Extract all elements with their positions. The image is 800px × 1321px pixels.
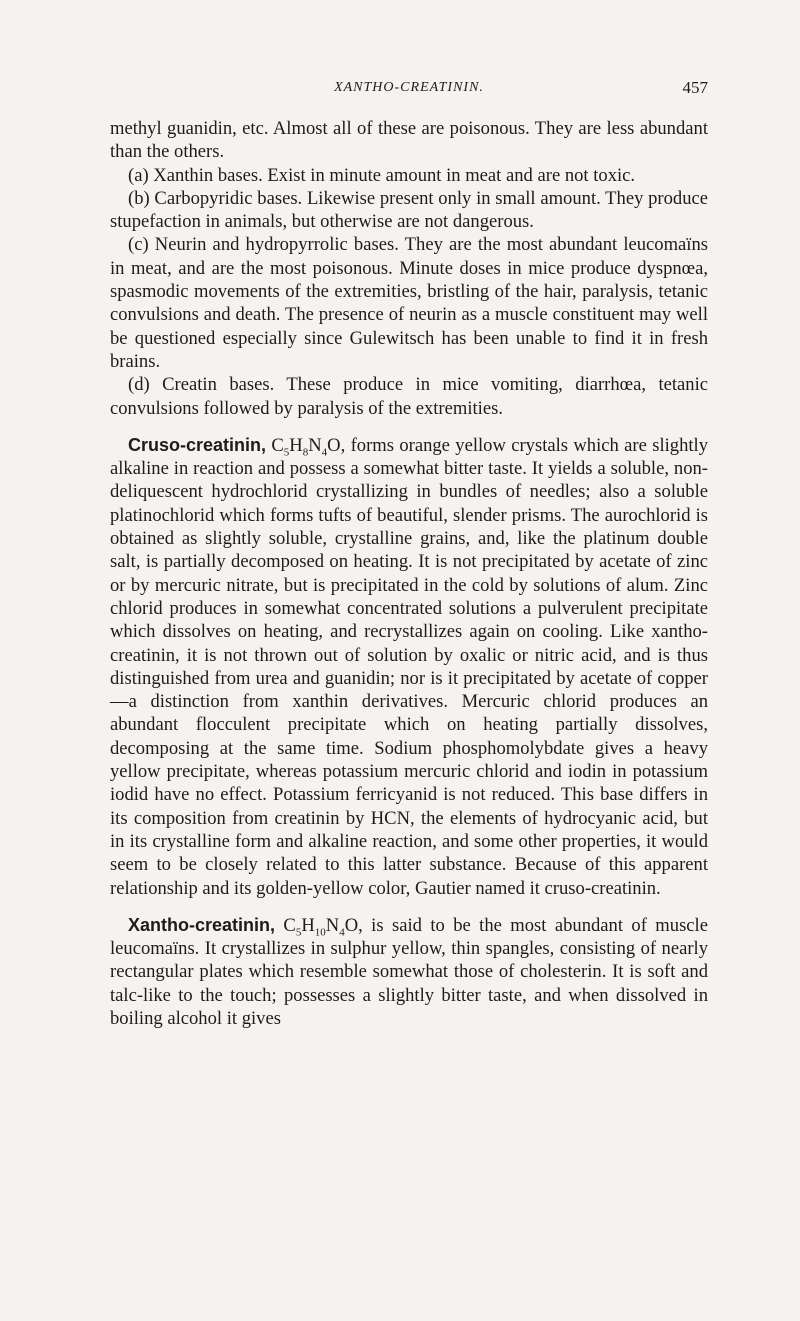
- chemical-formula: $C_5H_8N_4O$,: [271, 434, 346, 459]
- chemical-formula: $C_5H_{10}N_4O$,: [283, 914, 363, 939]
- paragraph-text: Carbopyridic bases. Likewise present only in small amount. They produce stupefaction in animals, but otherwise are not dangerous.: [110, 187, 708, 233]
- term-heading: Xantho-creatinin,: [128, 914, 276, 935]
- paragraph-text: Creatin bases. These produce in mice vomiting, diarrhœa, tetanic convulsions followed by paralysis of the extremities.: [110, 374, 708, 419]
- paragraph-text: is said to be the most abundant of muscle leucomaïns. It crystallizes in sulphur yellow, thin spangles, consisting of nearly rectangular plates which resemble somewhat those of cholesterin. It is soft and talc-like to the touch; possesses a slightly bitter taste, and when dissolved in boiling alcohol it gives: [110, 914, 708, 1029]
- paragraph-neurin-bases: [110, 233, 708, 373]
- list-marker: (a): [128, 164, 149, 186]
- page-header: [110, 78, 708, 100]
- page-body: [110, 117, 708, 1030]
- term-heading: Cruso-creatinin,: [128, 434, 267, 455]
- paragraph-xantho-creatinin: [110, 914, 708, 1030]
- paragraph-cruso-creatinin: [110, 434, 708, 900]
- list-marker: (b): [128, 187, 150, 209]
- list-marker: (c): [128, 234, 149, 256]
- paragraph-text: Neurin and hydropyrrolic bases. They are the most abundant leucomaïns in meat, and are the most poisonous. Minute doses in mice produce dyspnœa, spasmodic movements of the extremities, bristling of the hair, paralysis, tetanic convulsions and death. The presence of neurin as a muscle constituent may well be questioned especially since Gulewitsch has been unable to find it in fresh brains.: [110, 234, 708, 372]
- paragraph-text: forms orange yellow crystals which are slightly alkaline in reaction and possess a somewhat bitter taste. It yields a soluble, non-deliquescent hydrochlorid crystallizing in bundles of needles; also a soluble platinochlorid which forms tufts of beautiful, slender prisms. The aurochlorid is obtained as slightly soluble, crystalline grains, and, like the platinum double salt, is partially decomposed on heating. It is not precipitated by acetate of zinc or by mercuric nitrate, but is precipitated in the cold by solutions of alum. Zinc chlorid produces in somewhat concentrated solutions a pulverulent precipitate which dissolves on heating, and recrystallizes again on cooling. Like xantho-creatinin, it is not thrown out of solution by oxalic or nitric acid, and is thus distinguished from urea and guanidin; nor is it precipitated by acetate of copper—a distinction from xanthin derivatives. Mercuric chlorid produces an abundant flocculent precipitate which on heating partially dissolves, decomposing at the same time. Sodium phosphomolybdate gives a heavy yellow precipitate, whereas potassium mercuric chlorid and iodin in potassium iodid have no effect. Potassium ferricyanid is not reduced. This base differs in its composition from creatinin by HCN, the elements of hydrocyanic acid, but in its crystalline form and alkaline reaction, and some other properties, it would seem to be closely related to this latter substance. Because of this apparent relationship and its golden-yellow color, Gautier named it cruso-creatinin.: [110, 434, 708, 899]
- paragraph-xanthin-bases: [110, 164, 708, 187]
- paragraph-creatin-bases: [110, 373, 708, 420]
- intro-paragraph: methyl guanidin, etc. Almost all of these are poisonous. They are less abundant than the others.: [110, 118, 708, 163]
- paragraph-carbopyridic-bases: [110, 187, 708, 234]
- running-title: XANTHO-CREATININ.: [334, 80, 484, 95]
- paragraph-text: Xanthin bases. Exist in minute amount in meat and are not toxic.: [148, 164, 636, 186]
- page-number: 457: [682, 78, 708, 97]
- list-marker: (d): [128, 374, 150, 396]
